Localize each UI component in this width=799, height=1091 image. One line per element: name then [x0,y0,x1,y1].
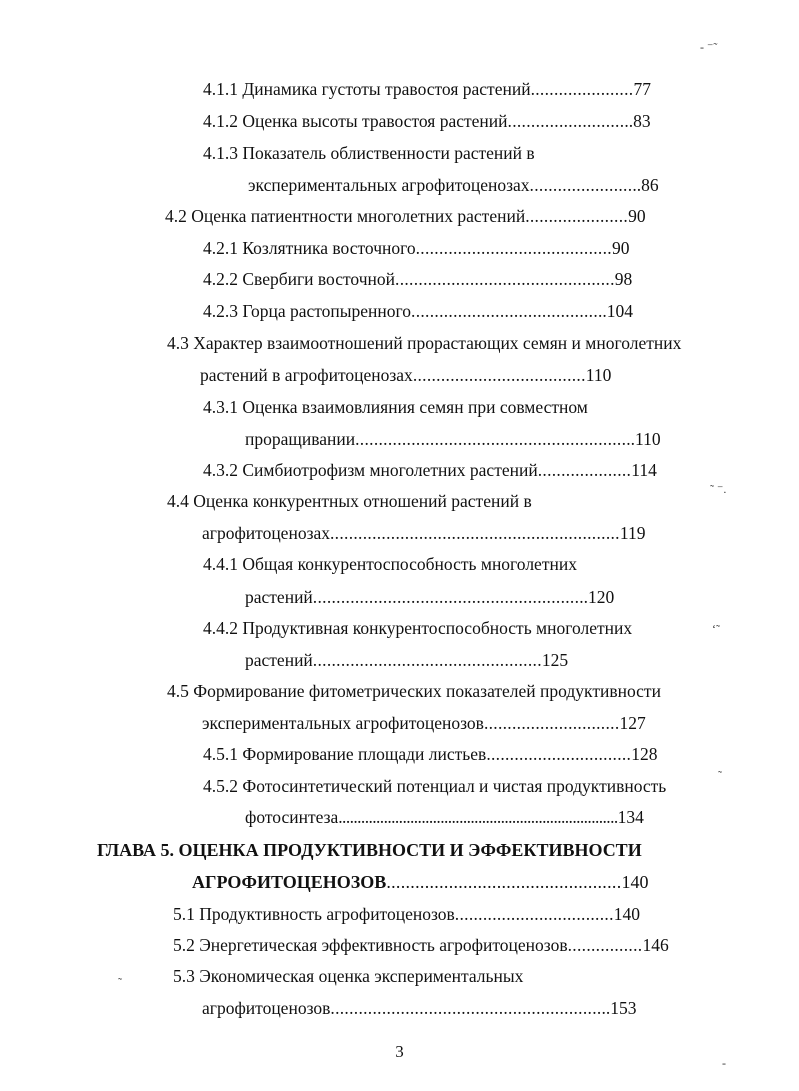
toc-entry: 4.1.3 Показатель облиственности растений в [203,143,535,163]
toc-entry: 4.4.1 Общая конкурентоспособность многолетних [203,554,577,574]
toc-entry: 4.3.1 Оценка взаимовлияния семян при совместном [203,397,588,417]
scan-speck: ˜ [718,768,722,782]
toc-entry: 5.1 Продуктивность агрофитоценозов..................................140 [173,904,640,924]
chapter-heading: ГЛАВА 5. ОЦЕНКА ПРОДУКТИВНОСТИ И ЭФФЕКТИВНОСТИ [97,840,642,860]
toc-entry: агрофитоценозах..............................................................119 [202,523,646,543]
toc-entry: растений в агрофитоценозах.....................................110 [200,365,612,385]
toc-entry: экспериментальных агрофитоценозах........................86 [248,175,659,195]
toc-entry: 5.3 Экономическая оценка экспериментальных [173,966,524,986]
chapter-heading: АГРОФИТОЦЕНОЗОВ.................................................140 [192,872,649,892]
toc-entry: растений...........................................................120 [245,587,615,607]
toc-entry: 4.3.2 Симбиотрофизм многолетних растений....................114 [203,460,657,480]
toc-entry: 5.2 Энергетическая эффективность агрофитоценозов................146 [173,935,669,955]
toc-entry: 4.5 Формирование фитометрических показателей продуктивности [167,681,661,701]
toc-entry: 4.4 Оценка конкурентных отношений растений в [167,491,532,511]
toc-entry: 4.2.1 Козлятника восточного..........................................90 [203,238,630,258]
toc-entry: 4.4.2 Продуктивная конкурентоспособность многолетних [203,618,633,638]
scan-speck: - [722,1056,726,1070]
scan-speck: ˜ [118,975,122,989]
toc-entry: 4.1.1 Динамика густоты травостоя растений......................77 [203,79,651,99]
page-number: 3 [395,1042,404,1061]
toc-entry: проращивании............................................................110 [245,429,661,449]
toc-entry: 4.2.3 Горца растопыренного..........................................104 [203,301,634,321]
toc-entry: 4.2.2 Свербиги восточной...............................................98 [203,269,633,289]
toc-entry: 4.5.2 Фотосинтетический потенциал и чистая продуктивность [203,776,667,796]
toc-entry: растений.................................................125 [245,650,569,670]
toc-entry: 4.1.2 Оценка высоты травостоя растений...........................83 [203,111,651,131]
toc-entry: 4.5.1 Формирование площади листьев...............................128 [203,744,658,764]
toc-entry: агрофитоценозов............................................................153 [202,998,637,1018]
toc-entry: экспериментальных агрофитоценозов.............................127 [202,713,646,733]
scan-speck: ‘˜ [712,622,720,636]
scan-speck: ˜ ⁻. [710,482,727,496]
toc-entry: 4.3 Характер взаимоотношений прорастающих семян и многолетних [167,333,682,353]
scan-speck: - ⁻˜ [700,40,718,54]
toc-entry: 4.2 Оценка патиентности многолетних растений......................90 [165,206,646,226]
toc-entry: фотосинтеза..........................................................................134 [245,807,644,827]
